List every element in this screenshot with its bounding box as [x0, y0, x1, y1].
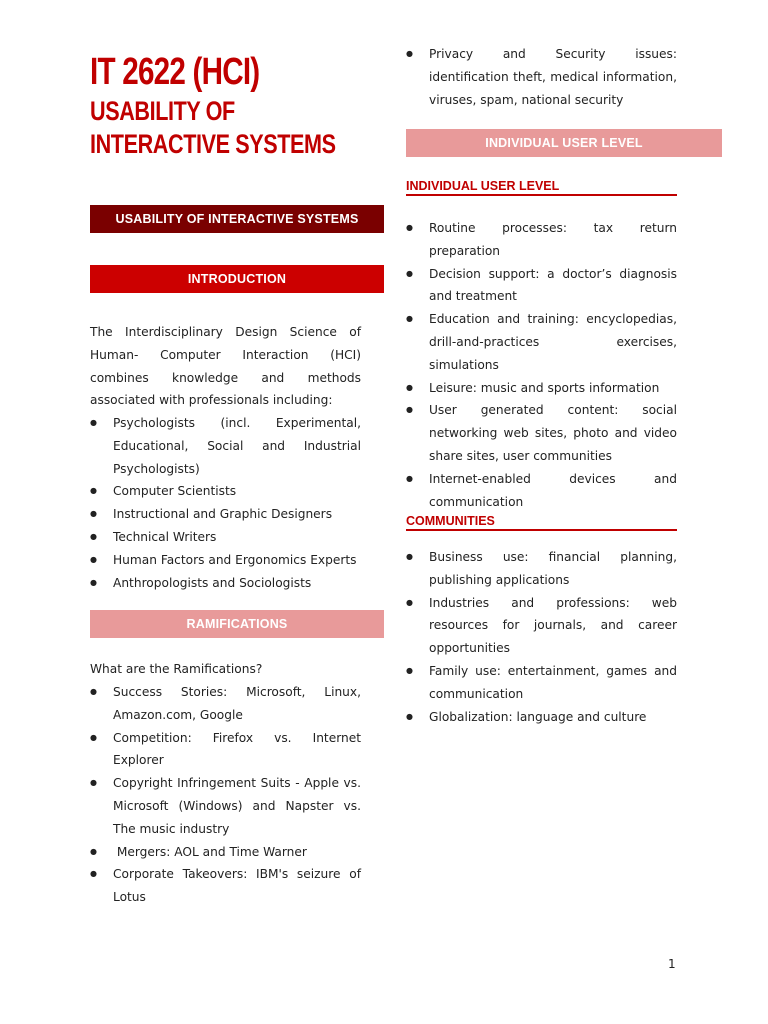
list-item: ● Business use: financial planning, publishing applications	[406, 546, 677, 592]
document-subtitle: USABILITY OF INTERACTIVE SYSTEMS	[90, 96, 336, 159]
list-item: ● Technical Writers	[90, 526, 361, 549]
list-item: ● Success Stories: Microsoft, Linux, Amazon.com, Google	[90, 681, 361, 727]
list-item: ● Anthropologists and Sociologists	[90, 572, 361, 595]
list-item: ● Family use: entertainment, games and communication	[406, 660, 677, 706]
page-number: 1	[668, 957, 676, 971]
list-item: ● Leisure: music and sports information	[406, 377, 677, 400]
list-item: ● User generated content: social networking web sites, photo and video share sites, user communities	[406, 399, 677, 467]
banner-ramifications: RAMIFICATIONS	[90, 610, 384, 638]
heading-communities: COMMUNITIES	[406, 514, 677, 531]
list-item: ● Human Factors and Ergonomics Experts	[90, 549, 361, 572]
privacy-list	[406, 43, 677, 111]
list-item: ● Privacy and Security issues: identification theft, medical information, viruses, spam, national security	[406, 43, 677, 111]
list-item: ● Psychologists (incl. Experimental, Educational, Social and Industrial Psychologists)	[90, 412, 361, 480]
list-item: ● Mergers: AOL and Time Warner	[90, 841, 361, 864]
banner-introduction: INTRODUCTION	[90, 265, 384, 293]
list-item: ● Internet-enabled devices and communication	[406, 468, 677, 514]
list-item: ● Industries and professions: web resources for journals, and career opportunities	[406, 592, 677, 660]
ramifications-question: What are the Ramifications?	[90, 662, 263, 676]
banner-individual-user-level: INDIVIDUAL USER LEVEL	[406, 129, 722, 157]
list-item: ● Competition: Firefox vs. Internet Explorer	[90, 727, 361, 773]
professionals-list	[90, 412, 361, 594]
list-item: ● Globalization: language and culture	[406, 706, 677, 729]
ramifications-list	[90, 681, 361, 909]
heading-individual-user-level: INDIVIDUAL USER LEVEL	[406, 179, 677, 196]
list-item: ● Education and training: encyclopedias, drill-and-practices exercises, simulations	[406, 308, 677, 376]
list-item: ● Corporate Takeovers: IBM's seizure of Lotus	[90, 863, 361, 909]
list-item: ● Decision support: a doctor’s diagnosis and treatment	[406, 263, 677, 309]
banner-usability: USABILITY OF INTERACTIVE SYSTEMS	[90, 205, 384, 233]
list-item: ● Copyright Infringement Suits - Apple vs. Microsoft (Windows) and Napster vs. The music industry	[90, 772, 361, 840]
intro-paragraph: The Interdisciplinary Design Science of Human- Computer Interaction (HCI) combines knowledge and methods associated with professionals including:	[90, 325, 361, 408]
course-title: IT 2622 (HCI)	[90, 51, 260, 93]
list-item: ● Computer Scientists	[90, 480, 361, 503]
list-item: ● Instructional and Graphic Designers	[90, 503, 361, 526]
communities-list	[406, 546, 677, 728]
individual-list	[406, 217, 677, 513]
list-item: ● Routine processes: tax return preparation	[406, 217, 677, 263]
